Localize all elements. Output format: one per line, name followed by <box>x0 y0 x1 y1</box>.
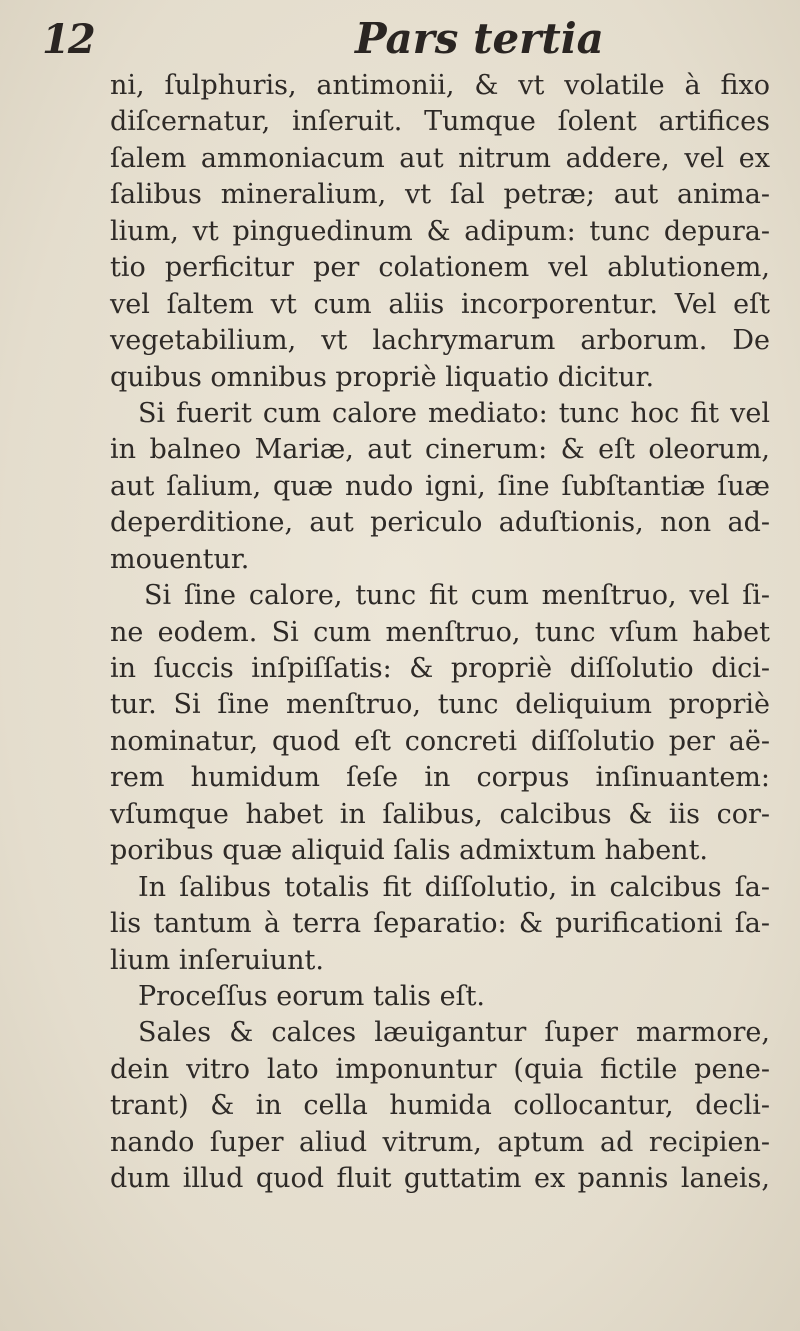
text-line: quibus omnibus propriè liquatio dicitur. <box>110 361 655 393</box>
text-line: poribus quæ aliquid ſalis admixtum habent. <box>110 835 709 867</box>
text-line: lium, vt pinguedinum & adipum: tunc depura- <box>110 215 770 247</box>
text-line: ſalibus mineralium, vt ſal petræ; aut anima- <box>110 179 770 211</box>
text-line: nominatur, quod eſt concreti diſſolutio per aë- <box>110 725 770 757</box>
page-number: 12 <box>42 16 94 63</box>
text-line: tio perficitur per colationem vel ablutionem, <box>110 252 770 284</box>
body-text <box>110 68 770 1198</box>
text-line: lis tantum à terra ſeparatio: & purificationi ſa- <box>110 908 770 940</box>
text-line: lium inſeruiunt. <box>110 944 324 976</box>
text-line: In ſalibus totalis fit diſſolutio, in calcibus ſa- <box>138 871 770 903</box>
text-line: aut ſalium, quæ nudo igni, ſine ſubſtantiæ ſuæ <box>110 470 770 502</box>
text-line: in balneo Mariæ, aut cinerum: & eſt oleorum, <box>110 434 770 466</box>
text-line: vegetabilium, vt lachrymarum arborum. De <box>110 325 770 357</box>
text-line: vel ſaltem vt cum aliis incorporentur. Vel eſt <box>110 288 770 320</box>
text-line: dum illud quod fluit guttatim ex pannis laneis, <box>110 1163 770 1195</box>
running-head <box>0 10 800 63</box>
text-line: deperditione, aut periculo aduſtionis, non ad- <box>110 507 770 539</box>
text-line: ſalem ammoniacum aut nitrum addere, vel ex <box>110 142 770 174</box>
text-line: in ſuccis inſpiſſatis: & propriè diſſolutio dici- <box>110 653 770 684</box>
text-line: Si fuerit cum calore mediato: tunc hoc fit vel <box>138 397 770 429</box>
text-line: Proceſſus eorum talis eſt. <box>138 980 486 1012</box>
text-line: ne eodem. Si cum menſtruo, tunc vſum habet <box>110 616 770 648</box>
text-line: vſumque habet in ſalibus, calcibus & iis cor- <box>110 798 770 830</box>
text-line: mouentur. <box>110 543 250 575</box>
running-title: Pars tertia <box>355 14 604 63</box>
text-line: trant) & in cella humida collocantur, decli- <box>110 1090 770 1122</box>
text-line: Si ſine calore, tunc fit cum menſtruo, vel ſi- <box>144 580 770 612</box>
text-line: diſcernatur, inſeruit. Tumque ſolent artifices <box>110 106 770 138</box>
text-line: Sales & calces læuigantur ſuper marmore, <box>138 1017 770 1049</box>
text-line: nando ſuper aliud vitrum, aptum ad recipien- <box>110 1126 770 1158</box>
text-line: ni, ſulphuris, antimonii, & vt volatile à fixo <box>110 70 770 101</box>
text-line: dein vitro lato imponuntur (quia fictile pene- <box>110 1053 770 1085</box>
text-line: rem humidum ſeſe in corpus inſinuantem: <box>110 762 770 794</box>
text-line: tur. Si ſine menſtruo, tunc deliquium propriè <box>110 689 770 721</box>
